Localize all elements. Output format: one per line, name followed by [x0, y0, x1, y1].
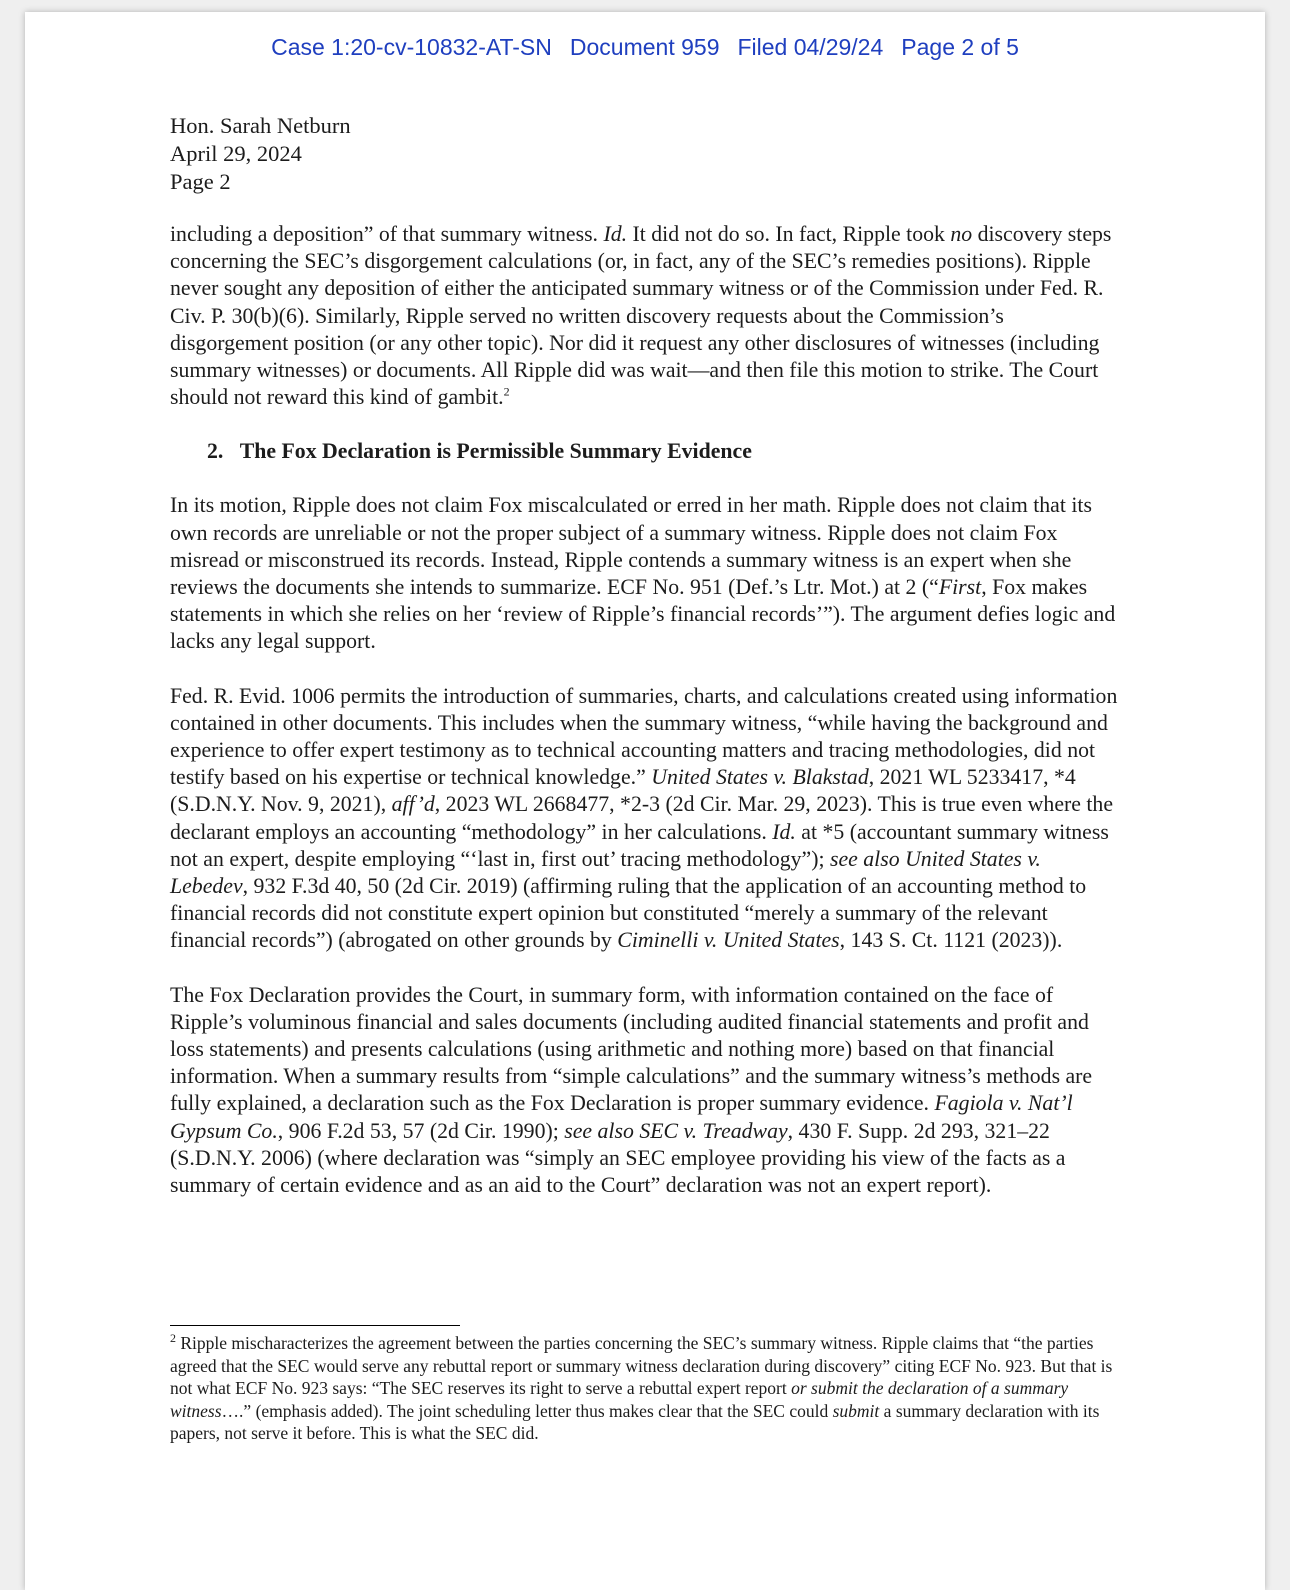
letter-page-number: Page 2 [170, 169, 231, 194]
footnote-divider [170, 1325, 460, 1326]
case-number: Case 1:20-cv-10832-AT-SN [271, 34, 552, 60]
letter-address-block [170, 112, 351, 196]
page-count: Page 2 of 5 [901, 34, 1019, 60]
document-number: Document 959 [569, 34, 720, 60]
addressee: Hon. Sarah Netburn [170, 113, 351, 138]
ecf-header [25, 34, 1265, 61]
paragraph-2: In its motion, Ripple does not claim Fox miscalculated or erred in her math. Ripple does not claim that its own records are unreliable or not the proper subject of a summary witness. Ripple does not claim Fox misread or misconstrued its records. Instead, Ripple contends a summary witness is an expert when she reviews the documents she intends to summarize. ECF No. 951 (Def.’s Ltr. Mot.) at 2 (“First, Fox makes statements in which she relies on her ‘review of Ripple’s financial records’”). The argument defies logic and lacks any legal support. [170, 493, 1116, 654]
paragraph-3: Fed. R. Evid. 1006 permits the introduction of summaries, charts, and calculations created using information contained in other documents. This includes when the summary witness, “while having the background and experience to offer expert testimony as to technical accounting matters and tracing methodologies, did not testify based on his expertise or technical knowledge.” United States v. Blakstad, 2021 WL 5233417, *4 (S.D.N.Y. Nov. 9, 2021), aff’d, 2023 WL 2668477, *2-3 (2d Cir. Mar. 29, 2023). This is true even where the declarant employs an accounting “methodology” in her calculations. Id. at *5 (accountant summary witness not an expert, despite employing “‘last in, first out’ tracing methodology”); see also United States v. Lebedev, 932 F.3d 40, 50 (2d Cir. 2019) (affirming ruling that the application of an accounting method to financial records did not constitute expert opinion but constituted “merely a summary of the relevant financial records”) (abrogated on other grounds by Ciminelli v. United States, 143 S. Ct. 1121 (2023)). [170, 683, 1118, 953]
document-page [25, 12, 1265, 1590]
filed-date: Filed 04/29/24 [737, 34, 884, 60]
section-heading: 2. The Fox Declaration is Permissible Summary Evidence [207, 439, 752, 464]
letter-body [170, 221, 1120, 1226]
footnote-2: $^2$ Ripple mischaracterizes the agreement between the parties concerning the SEC’s summary witness. Ripple claims that “the parties agreed that the SEC would serve any rebuttal report or summary witness declaration during discovery” citing ECF No. 923. But that is not what ECF No. 923 says: “The SEC reserves its right to serve a rebuttal expert report or submit the declaration of a summary witness….” (emphasis added). The joint scheduling letter thus makes clear that the SEC could submit a summary declaration with its papers, not serve it before. This is what the SEC did. [170, 1331, 1113, 1443]
paragraph-4: The Fox Declaration provides the Court, in summary form, with information contained on the face of Ripple’s voluminous financial and sales documents (including audited financial statements and profit and loss statements) and presents calculations (using arithmetic and nothing more) based on that financial information. When a summary results from “simple calculations” and the summary witness’s methods are fully explained, a declaration such as the Fox Declaration is proper summary evidence. Fagiola v. Nat’l Gypsum Co., 906 F.2d 53, 57 (2d Cir. 1990); see also SEC v. Treadway, 430 F. Supp. 2d 293, 321–22 (S.D.N.Y. 2006) (where declaration was “simply an SEC employee providing his view of the facts as a summary of certain evidence and as an aid to the Court” declaration was not an expert report). [170, 982, 1093, 1198]
letter-date: April 29, 2024 [170, 141, 302, 166]
paragraph-1: including a deposition” of that summary witness. Id. It did not do so. In fact, Ripple took no discovery steps concerning the SEC’s disgorgement calculations (or, in fact, any of the SEC’s remedies positions). Ripple never sought any deposition of either the anticipated summary witness or of the Commission under Fed. R. Civ. P. 30(b)(6). Similarly, Ripple served no written discovery requests about the Commission’s disgorgement position (or any other topic). Nor did it request any other disclosures of witnesses (including summary witnesses) or documents. All Ripple did was wait—and then file this motion to strike. The Court should not reward this kind of gambit.$^2$ [170, 222, 1112, 410]
